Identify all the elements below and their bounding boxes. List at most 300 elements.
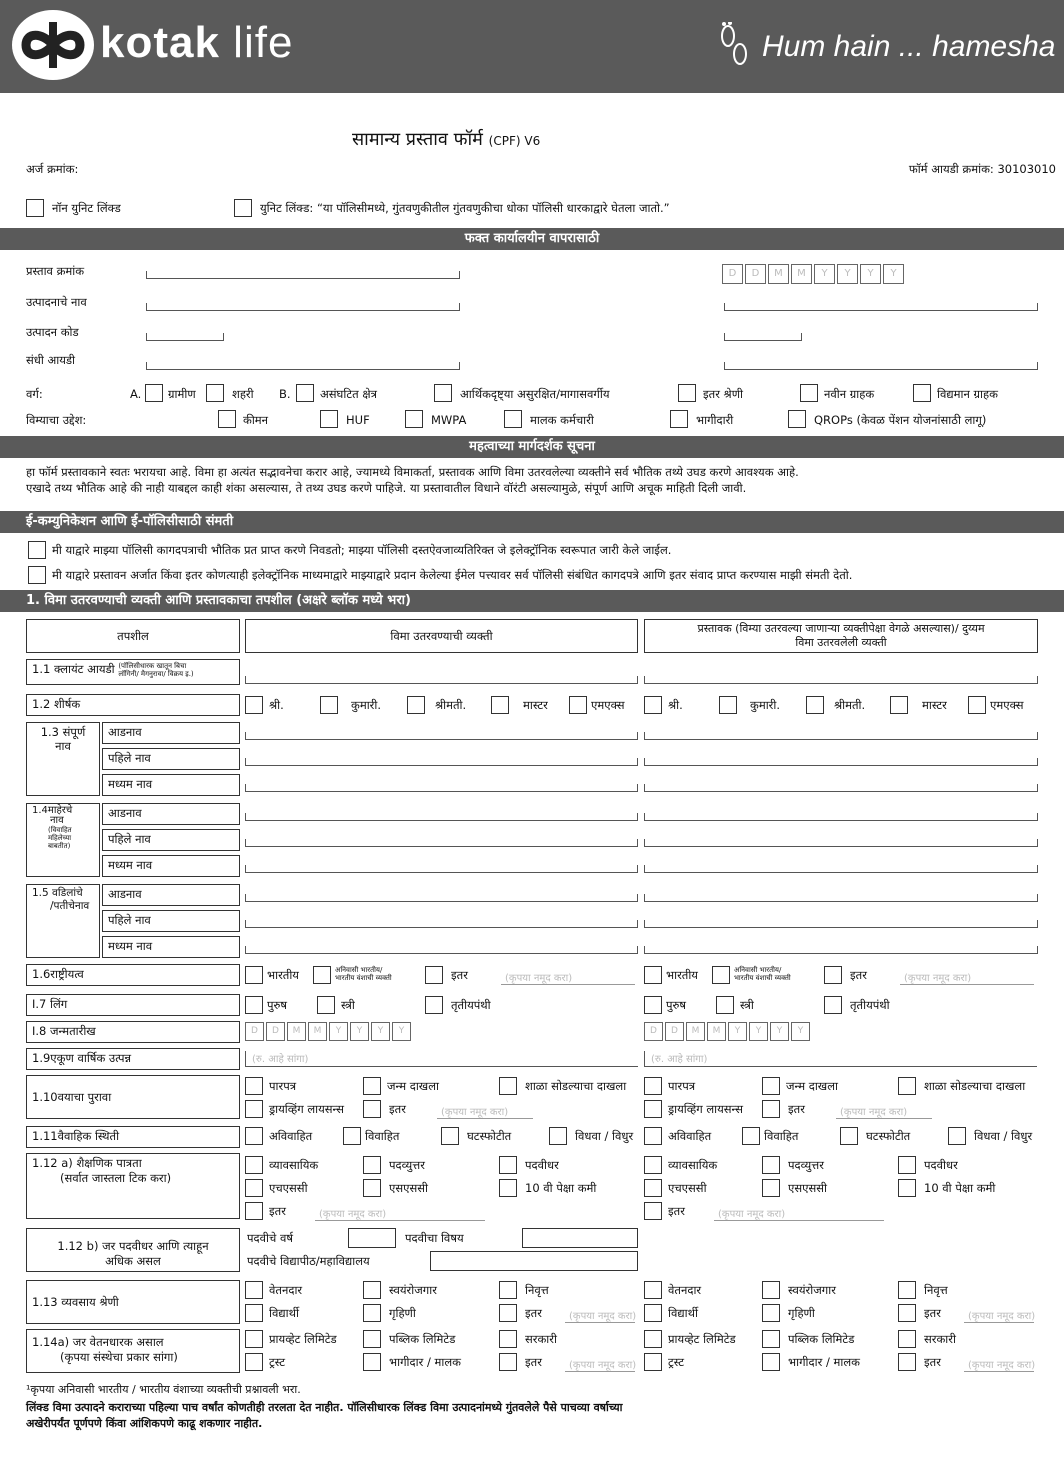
prop-dob-cell[interactable]: Y [749, 1022, 768, 1041]
la-dob-cell[interactable]: Y [371, 1022, 390, 1041]
la-single-checkbox[interactable] [245, 1127, 263, 1145]
la-housewife-checkbox[interactable] [363, 1304, 381, 1322]
maiden-middle-label: मध्यम नाव [102, 855, 240, 877]
mwpa-checkbox[interactable] [405, 410, 423, 428]
prop-single-checkbox[interactable] [644, 1127, 662, 1145]
degree-year-input[interactable] [348, 1228, 396, 1248]
la-ssc-label: एसएससी [389, 1181, 429, 1195]
degree-subject-label: पदवीचा विषय [405, 1231, 464, 1245]
date-cell[interactable]: D [722, 264, 743, 284]
name-la-field[interactable] [245, 865, 638, 873]
proposal-number-label: प्रस्ताव क्रमांक [26, 264, 85, 278]
existing-customer-checkbox[interactable] [913, 384, 931, 402]
la-other-edu-checkbox[interactable] [245, 1202, 263, 1220]
la-title-1-label: कुमारी. [351, 698, 382, 712]
prop-partner-checkbox[interactable] [762, 1353, 780, 1371]
row-degree-label: 1.12 b) जर पदवीधर आणि त्याहून अधिक असल [26, 1228, 240, 1272]
la-hsc-label: एचएससी [269, 1181, 308, 1195]
la-widow-checkbox[interactable] [549, 1127, 567, 1145]
la-indian-label: भारतीय [267, 968, 299, 982]
la-partner-label: भागीदार / मालक [389, 1355, 461, 1369]
nri-line-1: अनिवासी भारतीय/ [734, 966, 782, 974]
employer-employee-checkbox[interactable] [504, 410, 522, 428]
partnership-label: भागीदारी [696, 413, 734, 427]
la-title-3-checkbox[interactable] [491, 696, 509, 714]
name-proposer-field[interactable] [644, 784, 1038, 792]
prop-widow-checkbox[interactable] [948, 1127, 966, 1145]
prop-male-label: पुरुष [666, 998, 687, 1012]
prop-org-specify[interactable]: (कृपया नमूद करा) [964, 1357, 1034, 1372]
prop-occupation-specify[interactable]: (कृपया नमूद करा) [964, 1308, 1034, 1323]
la-indian-checkbox[interactable] [245, 966, 263, 984]
la-other-org-label: इतर [525, 1355, 542, 1369]
product-name-field-2[interactable] [724, 303, 1038, 311]
maiden-surname-label: आडनाव [102, 803, 240, 825]
la-self-checkbox[interactable] [363, 1281, 381, 1299]
unit-linked-checkbox[interactable] [234, 199, 252, 217]
category-b-label: B. [279, 387, 291, 401]
la-divorced-label: घटस्फोटीत [467, 1129, 512, 1143]
la-other-nat-checkbox[interactable] [425, 966, 443, 984]
prop-salaried-label: वेतनदार [668, 1283, 702, 1297]
name-proposer-field[interactable] [644, 865, 1038, 873]
date-cell[interactable]: Y [883, 264, 904, 284]
mwpa-label: MWPA [431, 413, 467, 427]
prop-title-2-checkbox[interactable] [806, 696, 824, 714]
prop-dob-cell[interactable]: D [665, 1022, 684, 1041]
row-full-name-label: 1.3 संपूर्ण नाव [26, 722, 100, 796]
product-code-field[interactable] [146, 333, 224, 341]
prop-student-label: विद्यार्थी [668, 1306, 698, 1320]
prop-hsc-checkbox[interactable] [644, 1179, 662, 1197]
la-retired-checkbox[interactable] [499, 1281, 517, 1299]
prop-ssc-checkbox[interactable] [762, 1179, 780, 1197]
col-details-header: तपशील [26, 619, 240, 653]
la-divorced-checkbox[interactable] [441, 1127, 459, 1145]
name-la-field[interactable] [245, 946, 638, 954]
prop-govt-label: सरकारी [924, 1332, 956, 1346]
prop-ssc-label: एसएससी [788, 1181, 828, 1195]
la-public-checkbox[interactable] [363, 1330, 381, 1348]
prop-other-org-label: इतर [924, 1355, 941, 1369]
prop-grad-label: पदवीधर [924, 1158, 958, 1172]
la-org-specify[interactable]: (कृपया नमूद करा) [565, 1357, 635, 1372]
opportunity-id-field-2[interactable] [724, 362, 1038, 370]
la-student-label: विद्यार्थी [269, 1306, 299, 1320]
prop-pvt-label: प्रायव्हेट लिमिटेड [668, 1332, 736, 1346]
la-title-4-checkbox[interactable] [569, 696, 587, 714]
non-unit-linked-checkbox[interactable] [26, 199, 44, 217]
employer-employee-label: मालक कर्मचारी [530, 413, 594, 427]
prop-other-org-checkbox[interactable] [898, 1353, 916, 1371]
degree-university-label: पदवीचे विद्यापीठ/महाविद्यालय [247, 1254, 370, 1268]
date-cell[interactable]: Y [814, 264, 835, 284]
maiden-first-label: पहिले नाव [102, 829, 240, 851]
prop-hsc-label: एचएससी [668, 1181, 707, 1195]
prop-divorced-checkbox[interactable] [840, 1127, 858, 1145]
name-la-field[interactable] [245, 894, 638, 902]
keyman-checkbox[interactable] [218, 410, 236, 428]
product-code-field-2[interactable] [724, 333, 802, 341]
prop-title-4-label: एमएक्स [990, 698, 1024, 712]
prop-tg-label: तृतीयपंथी [850, 998, 890, 1012]
la-female-label: स्त्री [341, 998, 355, 1012]
prop-title-3-checkbox[interactable] [890, 696, 908, 714]
opportunity-id-field[interactable] [146, 362, 460, 370]
la-pvt-label: प्रायव्हेट लिमिटेड [269, 1332, 337, 1346]
opportunity-id-label: संधी आयडी [26, 353, 76, 367]
prop-other-nat-label: इतर [850, 968, 867, 982]
prop-salaried-checkbox[interactable] [644, 1281, 662, 1299]
application-number-label: अर्ज क्रमांक: [26, 162, 79, 176]
name-proposer-field[interactable] [644, 839, 1038, 847]
prop-title-2-label: श्रीमती. [834, 698, 866, 712]
degree-university-input[interactable] [430, 1251, 638, 1271]
prop-indian-label: भारतीय [666, 968, 698, 982]
la-student-checkbox[interactable] [245, 1304, 263, 1322]
father-middle-label: मध्यम नाव [102, 936, 240, 958]
prop-title-1-checkbox[interactable] [719, 696, 737, 714]
la-pg-label: पदव्युत्तर [389, 1158, 425, 1172]
la-retired-label: निवृत्त [525, 1283, 549, 1297]
urban-label: शहरी [232, 387, 254, 401]
la-below10-checkbox[interactable] [499, 1179, 517, 1197]
la-other-proof-checkbox[interactable] [363, 1100, 381, 1118]
la-hsc-checkbox[interactable] [245, 1179, 263, 1197]
name-proposer-field[interactable] [644, 758, 1038, 766]
prop-other-edu-checkbox[interactable] [644, 1202, 662, 1220]
row-maiden-name-label: 1.4माहेरचे नाव (विवाहित महिलेच्या बाबतीत) [26, 803, 100, 877]
prop-partner-label: भागीदार / मालक [788, 1355, 860, 1369]
prop-other-occ-label: इतर [924, 1306, 941, 1320]
date-cell[interactable]: Y [860, 264, 881, 284]
name-proposer-field[interactable] [644, 894, 1038, 902]
la-govt-label: सरकारी [525, 1332, 557, 1346]
degree-subject-input[interactable] [522, 1228, 638, 1248]
prop-trust-checkbox[interactable] [644, 1353, 662, 1371]
la-dob-cell[interactable]: Y [350, 1022, 369, 1041]
la-birth-label: जन्म दाखला [387, 1079, 439, 1093]
row-age-proof-label: 1.10वयाचा पुरावा [26, 1075, 240, 1119]
la-education-specify[interactable]: (कृपया नमूद करा) [315, 1206, 485, 1221]
prop-title-0-checkbox[interactable] [644, 696, 662, 714]
la-dob-cell[interactable]: Y [392, 1022, 411, 1041]
date-field[interactable] [722, 264, 904, 284]
la-housewife-label: गृहिणी [389, 1306, 416, 1320]
nri-footnote: ¹कृपया अनिवासी भारतीय / भारतीय वंशाच्या व्यक्तीची प्रश्नावली भरा. [26, 1383, 301, 1396]
unorganized-label: असंघटित क्षेत्र [320, 387, 377, 401]
la-trust-label: ट्रस्ट [269, 1355, 286, 1369]
la-dl-label: ड्रायव्हिंग लायसन्स [269, 1102, 345, 1116]
new-customer-label: नवीन ग्राहक [824, 387, 875, 401]
date-cell[interactable]: M [791, 264, 812, 284]
prop-dl-checkbox[interactable] [644, 1100, 662, 1118]
non-unit-linked-label: नॉन युनिट लिंक्ड [52, 201, 121, 215]
other-category-checkbox[interactable] [678, 384, 696, 402]
father-surname-label: आडनाव [102, 884, 240, 906]
la-female-checkbox[interactable] [317, 996, 335, 1014]
category-a-label: A. [130, 387, 142, 401]
la-below10-label: 10 वी पेक्षा कमी [525, 1181, 597, 1195]
la-dob-cell[interactable]: D [266, 1022, 285, 1041]
prop-birth-checkbox[interactable] [762, 1077, 780, 1095]
la-grad-label: पदवीधर [525, 1158, 559, 1172]
row-father-name-label: 1.5 वडिलांचे /पतीचेनाव [26, 884, 100, 958]
row-marital-label: 1.11वैवाहिक स्थिती [26, 1126, 240, 1148]
guideline-line-2: एखादे तथ्य भौतिक आहे की नाही याबद्दल काही शंका असल्यास, ते तथ्य उघड करणे पाहिजे. या प्रस्तावातील विधाने वॉरंटी असल्यामुळे, संपूर्ण आणि अचूक माहिती दिली जावी. [26, 481, 747, 495]
la-school-label: शाळा सोडल्याचा दाखला [525, 1079, 627, 1093]
prop-single-label: अविवाहित [668, 1129, 712, 1143]
la-govt-checkbox[interactable] [499, 1330, 517, 1348]
prop-dl-label: ड्रायव्हिंग लायसन्स [668, 1102, 744, 1116]
la-other-occ-label: इतर [525, 1306, 542, 1320]
prop-housewife-label: गृहिणी [788, 1306, 815, 1320]
prop-widow-label: विधवा / विधुर [974, 1129, 1033, 1143]
la-school-checkbox[interactable] [499, 1077, 517, 1095]
row-client-id-label: 1.1 क्लायंट आयडी (पॉलिसीधारक खातून बिचा लॉगिनी/ मैगनुरावा/ विक्रय इ.) [26, 659, 240, 685]
la-dob-cell[interactable]: M [287, 1022, 306, 1041]
la-nationality-specify[interactable]: (कृपया नमूद करा) [501, 970, 635, 985]
la-prof-checkbox[interactable] [245, 1156, 263, 1174]
la-title-0-checkbox[interactable] [245, 696, 263, 714]
la-title-2-checkbox[interactable] [407, 696, 425, 714]
weaker-section-label: आर्थिकदृष्ट्या असुरक्षित/मागासवर्गीय [460, 387, 610, 401]
prop-pg-checkbox[interactable] [762, 1156, 780, 1174]
la-title-4-label: एमएक्स [591, 698, 625, 712]
form-title: सामान्य प्रस्ताव फॉर्म (CPF) V6 [352, 129, 541, 150]
physical-copy-checkbox[interactable] [28, 541, 46, 559]
prop-self-label: स्वयंरोजगार [788, 1283, 836, 1297]
prop-birth-label: जन्म दाखला [786, 1079, 838, 1093]
la-pg-checkbox[interactable] [363, 1156, 381, 1174]
prop-title-3-label: मास्टर [922, 698, 947, 712]
prop-self-checkbox[interactable] [762, 1281, 780, 1299]
prop-trust-label: ट्रस्ट [668, 1355, 685, 1369]
prop-education-specify[interactable]: (कृपया नमूद करा) [714, 1206, 884, 1221]
la-dob-field[interactable] [245, 1022, 411, 1041]
la-dob-cell[interactable]: Y [329, 1022, 348, 1041]
la-birth-checkbox[interactable] [363, 1077, 381, 1095]
la-self-label: स्वयंरोजगार [389, 1283, 437, 1297]
la-married-checkbox[interactable] [343, 1127, 361, 1145]
la-occupation-specify[interactable]: (कृपया नमूद करा) [565, 1308, 635, 1323]
name-la-field[interactable] [245, 839, 638, 847]
date-cell[interactable]: D [745, 264, 766, 284]
kotak-logo-icon [12, 10, 94, 80]
client-id-la-field[interactable] [245, 676, 638, 684]
new-customer-checkbox[interactable] [800, 384, 818, 402]
nri-line-2: भारतीय वंशाची व्यक्ती [734, 974, 791, 982]
prop-dob-cell[interactable]: Y [770, 1022, 789, 1041]
prop-passport-checkbox[interactable] [644, 1077, 662, 1095]
la-grad-checkbox[interactable] [499, 1156, 517, 1174]
qrops-label: QROPs (केवळ पेंशन योजनांसाठी लागू) [814, 413, 987, 427]
linked-disclaimer-line-2: अखेरीपर्यंत पूर्णपणे किंवा आंशिकपणे काढू शकणार नाहीत. [26, 1417, 263, 1430]
qrops-checkbox[interactable] [788, 410, 806, 428]
date-cell[interactable]: M [768, 264, 789, 284]
la-income-field[interactable]: (रु. आहे सांगा) [245, 1051, 638, 1067]
nri-line-2: भारतीय वंशाची व्यक्ती [335, 974, 392, 982]
prop-other-occ-checkbox[interactable] [898, 1304, 916, 1322]
keyman-label: कीमन [243, 413, 269, 427]
la-partner-checkbox[interactable] [363, 1353, 381, 1371]
physical-copy-label: मी याद्वारे माझ्या पॉलिसी कागदपत्राची भौतिक प्रत प्राप्त करणे निवडतो; माझ्या पॉलिसी दस्तऐवजाव्यतिरिक्त जे इलेक्ट्रॉनिक स्वरूपात जारी केले जाईल. [52, 543, 672, 557]
prop-pg-label: पदव्युत्तर [788, 1158, 824, 1172]
prop-age-proof-specify[interactable]: (कृपया नमूद करा) [836, 1104, 932, 1119]
la-tg-checkbox[interactable] [425, 996, 443, 1014]
prop-other-edu-label: इतर [668, 1204, 685, 1218]
row-nationality-label: 1.6राष्ट्रीयत्व [26, 964, 240, 986]
prop-dob-cell[interactable]: M [707, 1022, 726, 1041]
prop-title-4-checkbox[interactable] [968, 696, 986, 714]
prop-dob-cell[interactable]: M [686, 1022, 705, 1041]
la-title-2-label: श्रीमती. [435, 698, 467, 712]
urban-checkbox[interactable] [206, 384, 224, 402]
proposal-number-field[interactable] [146, 271, 460, 279]
prop-prof-checkbox[interactable] [644, 1156, 662, 1174]
full-name-first-label: पहिले नाव [102, 748, 240, 770]
form-id-label: फॉर्म आयडी क्रमांक: 30103010 [908, 162, 1056, 176]
prop-married-label: विवाहित [764, 1129, 799, 1143]
row-education-label: 1.12 a) शैक्षणिक पात्रता (सर्वात जास्तला टिक करा) [26, 1153, 240, 1219]
la-ssc-checkbox[interactable] [363, 1179, 381, 1197]
row-gender-label: I.7 लिंग [26, 994, 240, 1016]
name-proposer-field[interactable] [644, 732, 1038, 740]
la-dl-checkbox[interactable] [245, 1100, 263, 1118]
prop-divorced-label: घटस्फोटीत [866, 1129, 911, 1143]
col-proposer-header: प्रस्तावक (विम्या उतरवल्या जाणाऱ्या व्यक्तीपेक्षा वेगळे असल्यास)/ दुय्यम विमा उतरवलेली व्यक्ती [644, 619, 1038, 653]
la-dob-cell[interactable]: D [245, 1022, 264, 1041]
la-other-org-checkbox[interactable] [499, 1353, 517, 1371]
prop-grad-checkbox[interactable] [898, 1156, 916, 1174]
prop-govt-checkbox[interactable] [898, 1330, 916, 1348]
prop-below10-checkbox[interactable] [898, 1179, 916, 1197]
la-dob-cell[interactable]: M [308, 1022, 327, 1041]
prop-dob-cell[interactable]: Y [791, 1022, 810, 1041]
date-cell[interactable]: Y [837, 264, 858, 284]
prop-nri-label [734, 966, 791, 982]
prop-housewife-checkbox[interactable] [762, 1304, 780, 1322]
la-single-label: अविवाहित [269, 1129, 313, 1143]
la-other-occ-checkbox[interactable] [499, 1304, 517, 1322]
la-salaried-checkbox[interactable] [245, 1281, 263, 1299]
client-id-proposer-field[interactable] [644, 676, 1038, 684]
name-la-field[interactable] [245, 758, 638, 766]
prop-prof-label: व्यावसायिक [668, 1158, 718, 1172]
la-male-checkbox[interactable] [245, 996, 263, 1014]
prop-retired-label: निवृत्त [924, 1283, 948, 1297]
la-title-1-checkbox[interactable] [320, 696, 338, 714]
prop-male-checkbox[interactable] [644, 996, 662, 1014]
row-income-label: 1.9एकूण वार्षिक उत्पन्न [26, 1048, 240, 1070]
footprints-icon [716, 22, 752, 73]
la-male-label: पुरुष [267, 998, 288, 1012]
category-label: वर्ग: [26, 387, 43, 401]
brand-name: kotak life [100, 18, 294, 67]
la-other-edu-label: इतर [269, 1204, 286, 1218]
nri-line-1: अनिवासी भारतीय/ [335, 966, 383, 974]
name-proposer-field[interactable] [644, 813, 1038, 821]
name-la-field[interactable] [245, 920, 638, 928]
weaker-section-checkbox[interactable] [434, 384, 452, 402]
la-other-nat-label: इतर [451, 968, 468, 982]
prop-tg-checkbox[interactable] [824, 996, 842, 1014]
full-name-surname-label: आडनाव [102, 722, 240, 744]
product-code-label: उत्पादन कोड [26, 325, 79, 339]
unorganized-checkbox[interactable] [296, 384, 314, 402]
email-consent-label: मी याद्वारे प्रस्तावन अर्जात किंवा इतर कोणत्याही इलेक्ट्रॉनिक माध्यमाद्वारे माझ्याद्वारे प्रदान केलेल्या ईमेल पत्त्यावर सर्व पॉलिसी संबंधित कागदपत्रे आणि इतर संवाद प्राप्त करण्यास माझी संमती देतो. [52, 568, 853, 582]
prop-married-checkbox[interactable] [742, 1127, 760, 1145]
name-la-field[interactable] [245, 784, 638, 792]
la-salaried-label: वेतनदार [269, 1283, 303, 1297]
purpose-label: विम्याचा उद्देश: [26, 413, 87, 427]
prop-dob-cell[interactable]: D [644, 1022, 663, 1041]
la-title-3-label: मास्टर [523, 698, 548, 712]
la-trust-checkbox[interactable] [245, 1353, 263, 1371]
col-life-assured-header: विमा उतरवण्याची व्यक्ती [245, 619, 638, 653]
la-nri-label [335, 966, 392, 982]
name-proposer-field[interactable] [644, 946, 1038, 954]
name-la-field[interactable] [245, 732, 638, 740]
prop-other-proof-checkbox[interactable] [762, 1100, 780, 1118]
la-public-label: पब्लिक लिमिटेड [389, 1332, 456, 1346]
la-tg-label: तृतीयपंथी [451, 998, 491, 1012]
product-name-label: उत्पादनाचे नाव [26, 295, 87, 309]
ecommunication-bar: ई-कम्युनिकेशन आणि ई-पॉलिसीसाठी संमती [0, 511, 1064, 533]
prop-nri-checkbox[interactable] [712, 966, 730, 984]
partnership-checkbox[interactable] [670, 410, 688, 428]
prop-passport-label: पारपत्र [668, 1079, 696, 1093]
prop-title-0-label: श्री. [668, 698, 683, 712]
la-widow-label: विधवा / विधुर [575, 1129, 634, 1143]
prop-below10-label: 10 वी पेक्षा कमी [924, 1181, 996, 1195]
prop-indian-checkbox[interactable] [644, 966, 662, 984]
prop-school-checkbox[interactable] [898, 1077, 916, 1095]
rural-checkbox[interactable] [145, 384, 163, 402]
prop-dob-field[interactable] [644, 1022, 810, 1041]
prop-student-checkbox[interactable] [644, 1304, 662, 1322]
prop-dob-cell[interactable]: Y [728, 1022, 747, 1041]
la-pvt-checkbox[interactable] [245, 1330, 263, 1348]
tagline: Hum hain ... hamesha [762, 30, 1056, 63]
rural-label: ग्रामीण [168, 387, 196, 401]
prop-other-nat-checkbox[interactable] [824, 966, 842, 984]
la-married-label: विवाहित [365, 1129, 400, 1143]
prop-retired-checkbox[interactable] [898, 1281, 916, 1299]
email-consent-checkbox[interactable] [28, 566, 46, 584]
product-name-field[interactable] [146, 303, 460, 311]
la-title-0-label: श्री. [269, 698, 284, 712]
full-name-middle-label: मध्यम नाव [102, 774, 240, 796]
prop-public-checkbox[interactable] [762, 1330, 780, 1348]
prop-female-checkbox[interactable] [716, 996, 734, 1014]
name-la-field[interactable] [245, 813, 638, 821]
prop-nationality-specify[interactable]: (कृपया नमूद करा) [900, 970, 1034, 985]
la-nri-checkbox[interactable] [313, 966, 331, 984]
office-use-bar: फक्त कार्यालयीन वापरासाठी [0, 228, 1064, 250]
name-proposer-field[interactable] [644, 920, 1038, 928]
other-category-label: इतर श्रेणी [703, 387, 743, 401]
la-passport-label: पारपत्र [269, 1079, 297, 1093]
prop-pvt-checkbox[interactable] [644, 1330, 662, 1348]
huf-checkbox[interactable] [320, 410, 338, 428]
la-prof-label: व्यावसायिक [269, 1158, 319, 1172]
guidelines-bar: महत्वाच्या मार्गदर्शक सूचना [0, 436, 1064, 458]
prop-income-field[interactable]: (रु. आहे सांगा) [644, 1051, 1037, 1067]
la-passport-checkbox[interactable] [245, 1077, 263, 1095]
la-age-proof-specify[interactable]: (कृपया नमूद करा) [437, 1104, 533, 1119]
row-org-type-label: 1.14a) जर वेतनधारक असाल (कृपया संस्थेचा प्रकार सांगा) [26, 1329, 240, 1373]
